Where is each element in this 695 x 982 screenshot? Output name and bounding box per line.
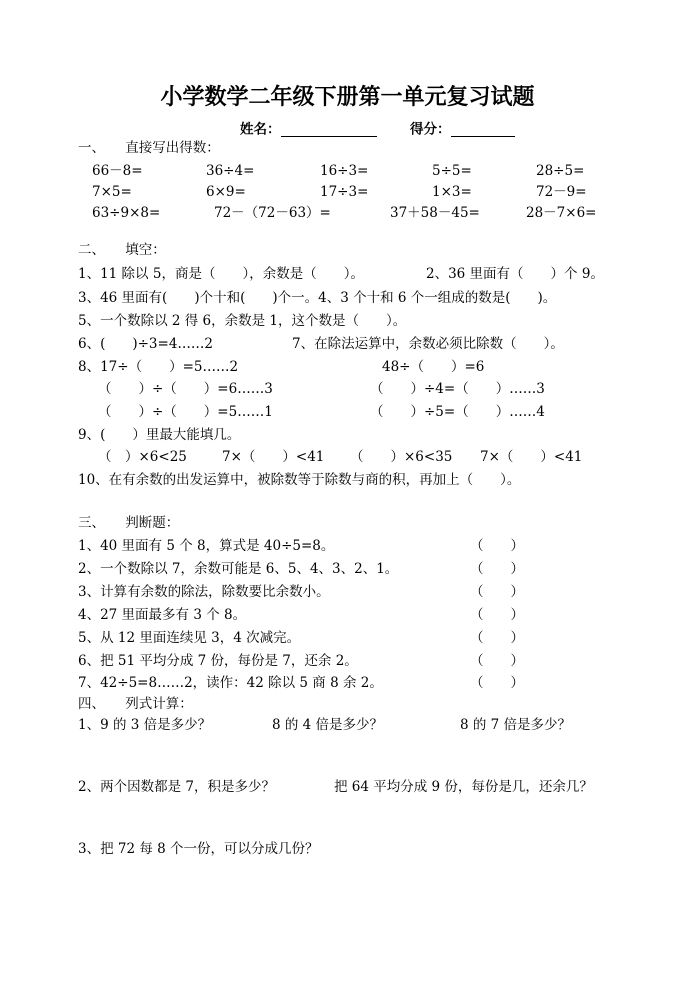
fill-question: 8、17÷（ ）=5……2 <box>78 359 239 375</box>
fill-question: 7、在除法运算中，余数必须比除数（ ）。 <box>292 336 564 352</box>
judge-answer-paren[interactable]: （ ） <box>470 561 524 577</box>
judge-answer-paren[interactable]: （ ） <box>470 630 524 646</box>
name-label: 姓名： <box>240 121 281 138</box>
word-problem: 2、两个因数都是 7，积是多少？ <box>78 779 275 795</box>
fill-question: 9、( ）里最大能填几。 <box>78 427 241 443</box>
fill-question: （ ）÷（ ）=6……3 <box>98 381 273 397</box>
fill-question: 6、( )÷3=4……2 <box>78 336 214 352</box>
calc-item: 37＋58－45= <box>390 205 480 221</box>
judge-item: 3、计算有余数的除法，除数要比余数小。 <box>78 584 330 600</box>
score-blank[interactable] <box>451 123 515 137</box>
calc-item: 72－（72－63）= <box>214 205 331 221</box>
section1-heading: 一、 直接写出得数： <box>78 140 220 156</box>
judge-answer-paren[interactable]: （ ） <box>470 675 524 691</box>
word-problem: 把 64 平均分成 9 份，每份是几，还余几？ <box>334 779 593 795</box>
judge-item: 5、从 12 里面连续见 3，4 次减完。 <box>78 630 301 646</box>
fill-question: （ ）÷4=（ ）……3 <box>370 381 545 397</box>
calc-item: 5÷5= <box>432 163 472 179</box>
calc-item: 7×5= <box>92 184 132 200</box>
word-problem: 3、把 72 每 8 个一份，可以分成几份？ <box>78 841 319 857</box>
fill-question: （ ）×6<25 <box>98 449 187 465</box>
fill-question: （ ）÷（ ）=5……1 <box>98 404 273 420</box>
fill-question: 7×（ ）<41 <box>222 449 325 465</box>
section2-heading: 二、 填空： <box>78 242 166 258</box>
fill-question: （ ）×6<35 <box>350 449 453 465</box>
calc-item: 28－7×6= <box>526 205 597 221</box>
judge-answer-paren[interactable]: （ ） <box>470 653 524 669</box>
calc-item: 1×3= <box>432 184 472 200</box>
fill-question: 1、11 除以 5，商是（ ），余数是（ ）。 <box>78 266 364 282</box>
fill-question: 48÷（ ）=6 <box>382 359 485 375</box>
fill-question: 3、46 里面有( )个十和( )个一。4、3 个十和 6 个一组成的数是( )。 <box>78 290 557 306</box>
judge-item: 4、27 里面最多有 3 个 8。 <box>78 607 247 623</box>
section4-heading: 四、 列式计算： <box>78 696 193 712</box>
score-label: 得分： <box>410 121 451 138</box>
name-field <box>240 123 377 137</box>
word-problem: 1、9 的 3 倍是多少？ <box>78 717 212 733</box>
judge-answer-paren[interactable]: （ ） <box>470 584 524 600</box>
word-problem: 8 的 4 倍是多少？ <box>272 717 384 733</box>
calc-item: 63÷9×8= <box>92 205 161 221</box>
judge-item: 7、42÷5=8……2，读作：42 除以 5 商 8 余 2。 <box>78 675 383 691</box>
word-problem: 8 的 7 倍是多少？ <box>460 717 572 733</box>
calc-item: 17÷3= <box>320 184 369 200</box>
fill-question: （ ）÷5=（ ）……4 <box>370 404 545 420</box>
page-title: 小学数学二年级下册第一单元复习试题 <box>160 84 535 110</box>
calc-item: 28÷5= <box>536 163 585 179</box>
judge-answer-paren[interactable]: （ ） <box>470 607 524 623</box>
judge-item: 6、把 51 平均分成 7 份，每份是 7，还余 2。 <box>78 653 358 669</box>
calc-item: 72－9= <box>536 184 587 200</box>
calc-item: 66－8= <box>92 163 143 179</box>
judge-item: 2、一个数除以 7，余数可能是 6、5、4、3、2、1。 <box>78 561 399 577</box>
calc-item: 6×9= <box>206 184 246 200</box>
fill-question: 10、在有余数的出发运算中，被除数等于除数与商的积，再加上（ ）。 <box>78 472 521 488</box>
judge-item: 1、40 里面有 5 个 8，算式是 40÷5=8。 <box>78 538 335 554</box>
calc-item: 36÷4= <box>206 163 255 179</box>
name-blank[interactable] <box>281 123 377 137</box>
judge-answer-paren[interactable]: （ ） <box>470 538 524 554</box>
fill-question: 7×（ ）<41 <box>480 449 583 465</box>
calc-item: 16÷3= <box>320 163 369 179</box>
fill-question: 5、一个数除以 2 得 6，余数是 1，这个数是（ ）。 <box>78 313 407 329</box>
section3-heading: 三、 判断题： <box>78 515 180 531</box>
fill-question: 2、36 里面有（ ）个 9。 <box>426 266 604 282</box>
score-field <box>410 123 515 137</box>
